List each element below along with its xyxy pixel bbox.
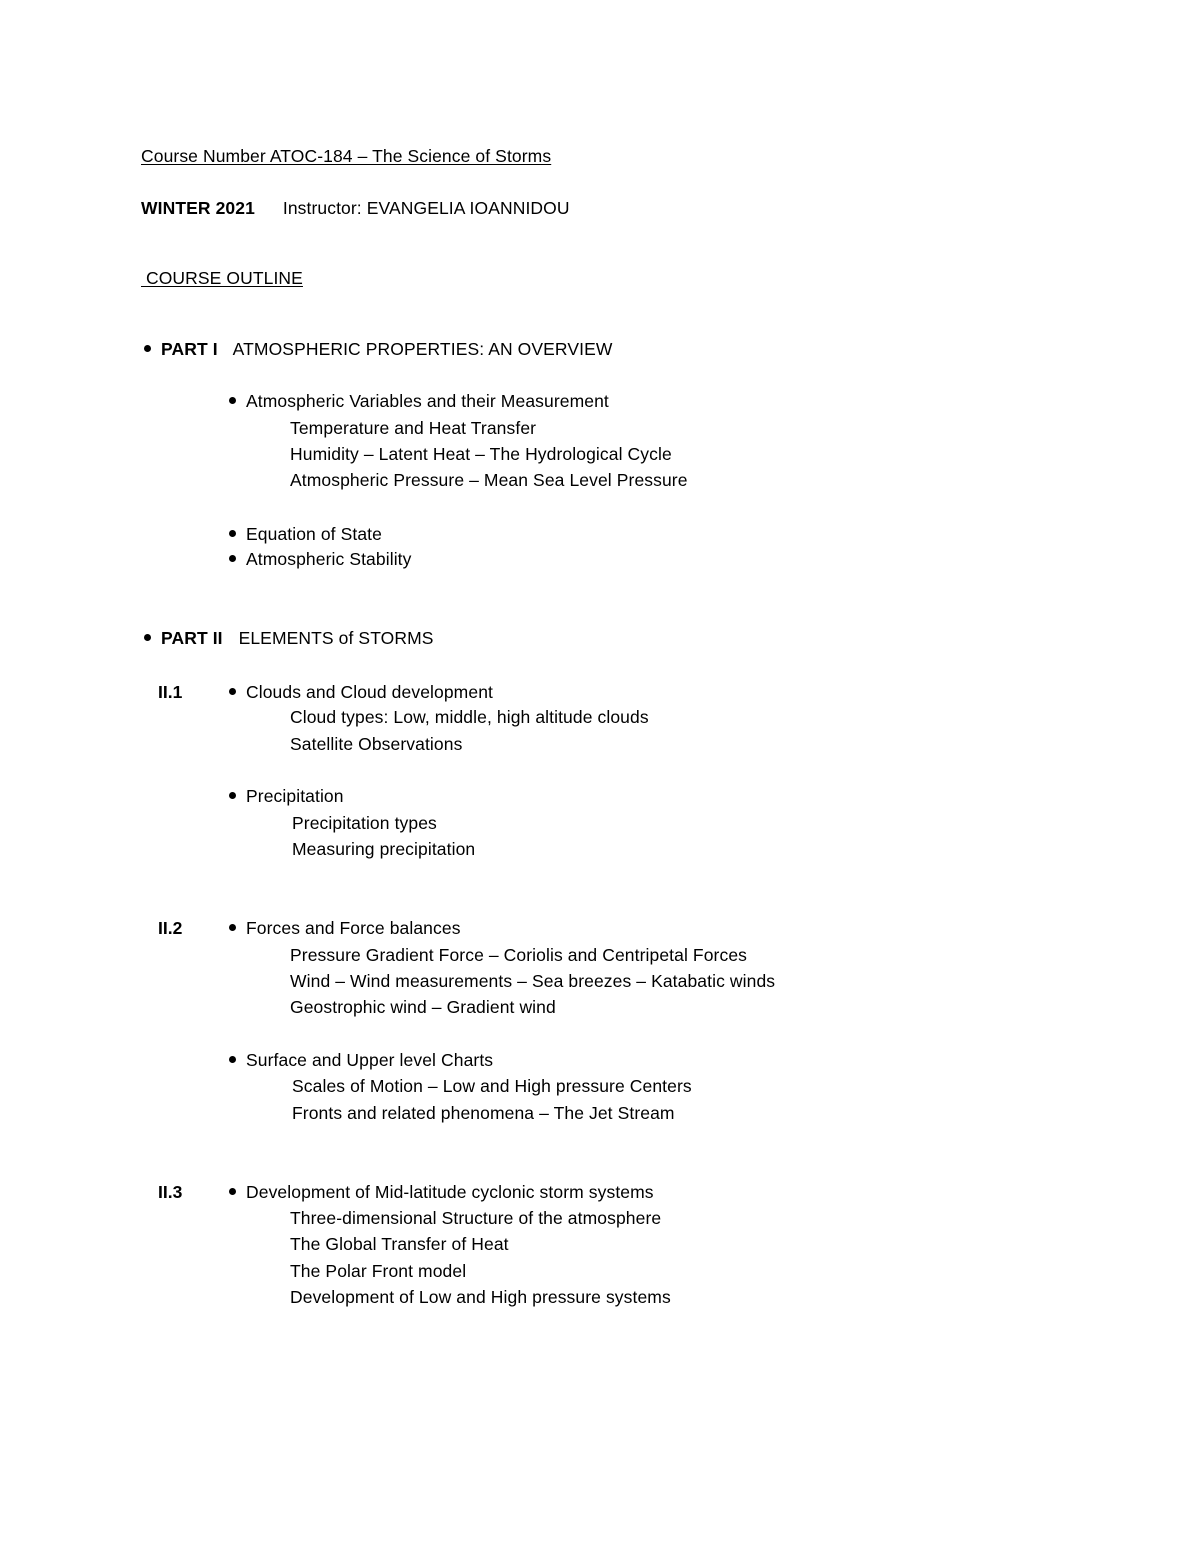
section-label-ii2: II.2 [158,918,183,938]
section-label-ii3: II.3 [158,1182,183,1202]
ii3-sub-3d-structure: Three-dimensional Structure of the atmosphere [290,1208,662,1228]
part1-topic-variables: Atmospheric Variables and their Measurement [229,390,609,412]
bullet-icon [229,1188,236,1195]
ii1-sub-measuring: Measuring precipitation [292,839,476,859]
ii1-topic-precipitation: Precipitation [229,785,344,807]
ii2-topic-charts: Surface and Upper level Charts [229,1049,493,1071]
part1-label: PART I [161,339,218,359]
bullet-icon [229,688,236,695]
bullet-icon [229,555,236,562]
part1-sub-humidity: Humidity – Latent Heat – The Hydrological Cycle [290,444,672,464]
part1-heading [144,338,612,360]
part2-label: PART II [161,628,223,648]
bullet-icon [229,924,236,931]
part1-topic-equation: Equation of State [229,523,382,545]
ii3-sub-heat-transfer: The Global Transfer of Heat [290,1234,509,1254]
course-title: Course Number ATOC-184 – The Science of Storms [141,146,552,166]
bullet-icon [229,530,236,537]
bullet-icon [144,345,151,352]
ii1-topic-clouds: Clouds and Cloud development [229,681,493,703]
ii2-topic-forces: Forces and Force balances [229,917,461,939]
ii2-sub-geostrophic: Geostrophic wind – Gradient wind [290,997,556,1017]
ii3-topic-development: Development of Mid-latitude cyclonic storm systems [229,1181,654,1203]
term-instructor-line [141,197,570,219]
instructor: Instructor: EVANGELIA IOANNIDOU [282,198,570,218]
ii1-sub-satellite: Satellite Observations [290,734,463,754]
ii1-sub-cloud-types: Cloud types: Low, middle, high altitude clouds [290,707,649,727]
ii3-sub-low-high: Development of Low and High pressure systems [290,1287,671,1307]
section-label-ii1: II.1 [158,682,183,702]
bullet-icon [229,792,236,799]
ii2-sub-wind: Wind – Wind measurements – Sea breezes – Katabatic winds [290,971,776,991]
ii3-sub-polar-front: The Polar Front model [290,1261,467,1281]
bullet-icon [229,397,236,404]
part2-title: ELEMENTS of STORMS [238,628,434,648]
ii2-sub-fronts: Fronts and related phenomena – The Jet Stream [292,1103,675,1123]
outline-title: COURSE OUTLINE [141,268,303,288]
part2-heading [144,627,434,649]
bullet-icon [144,634,151,641]
bullet-icon [229,1056,236,1063]
part1-sub-temperature: Temperature and Heat Transfer [290,418,537,438]
ii1-sub-precip-types: Precipitation types [292,813,437,833]
ii2-sub-scales: Scales of Motion – Low and High pressure Centers [292,1076,692,1096]
part1-title: ATMOSPHERIC PROPERTIES: AN OVERVIEW [232,339,613,359]
part1-topic-stability: Atmospheric Stability [229,548,412,570]
term: WINTER 2021 [141,198,255,218]
ii2-sub-pressure-gradient: Pressure Gradient Force – Coriolis and Centripetal Forces [290,945,747,965]
part1-sub-pressure: Atmospheric Pressure – Mean Sea Level Pressure [290,470,688,490]
